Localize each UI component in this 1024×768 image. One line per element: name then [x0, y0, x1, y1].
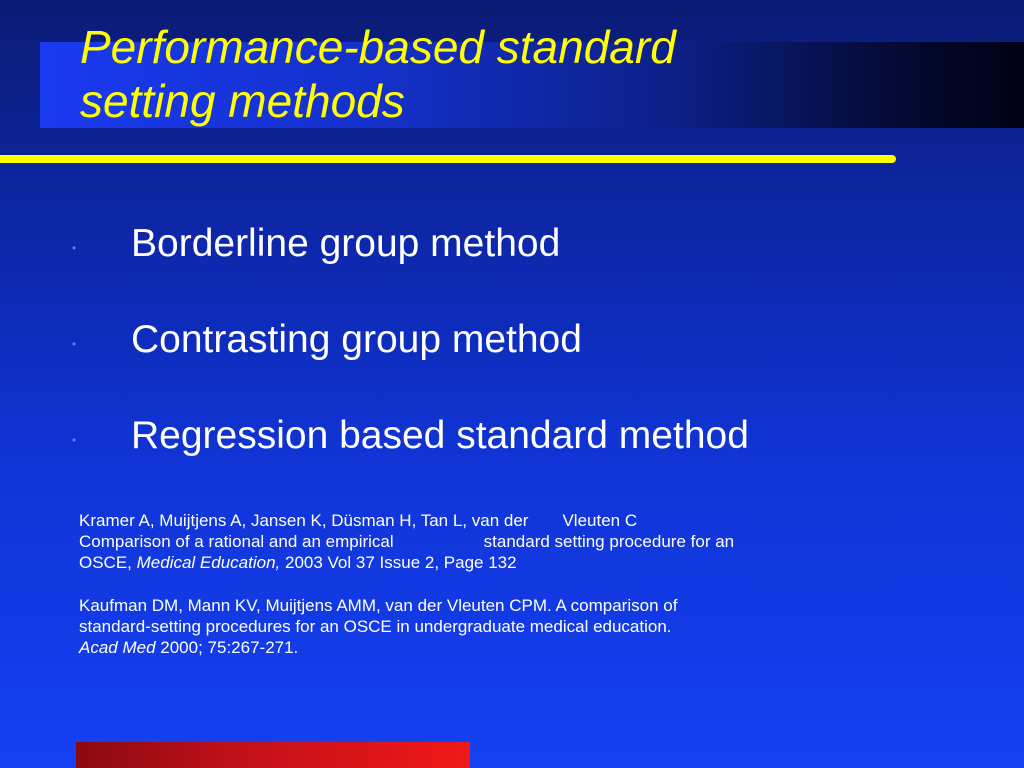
- slide-title: [80, 20, 940, 128]
- reference-line: [79, 552, 979, 573]
- bullet-text: Regression based standard method: [131, 414, 749, 457]
- bullet-dot-icon: •: [72, 337, 77, 351]
- reference-kramer: [79, 510, 979, 573]
- slide-title-line-2: setting methods: [80, 75, 405, 127]
- reference-text: Vleuten C: [562, 511, 638, 530]
- slide-title-line-1: Performance-based standard: [80, 21, 676, 73]
- reference-text: 2003 Vol 37 Issue 2, Page 132: [280, 553, 517, 572]
- bullet-dot-icon: •: [72, 241, 77, 255]
- reference-kaufman: [79, 595, 979, 658]
- bottom-accent-bar: [76, 742, 470, 768]
- reference-line: [79, 510, 979, 531]
- title-underline: [0, 155, 896, 163]
- reference-line: [79, 637, 979, 658]
- bullet-text: Borderline group method: [131, 222, 561, 265]
- bullet-dot-icon: •: [72, 433, 77, 447]
- reference-text: Kramer A, Muijtjens A, Jansen K, Düsman H, Tan L, van der: [79, 511, 529, 530]
- reference-journal: Acad Med: [79, 638, 156, 657]
- reference-line: [79, 531, 979, 552]
- references: [79, 510, 979, 680]
- reference-text: standard setting procedure for an: [483, 532, 735, 551]
- reference-text: OSCE,: [79, 553, 137, 572]
- reference-journal: Medical Education,: [136, 553, 281, 572]
- reference-text: 2000; 75:267-271.: [155, 638, 299, 657]
- reference-line: Kaufman DM, Mann KV, Muijtjens AMM, van der Vleuten CPM. A comparison of: [79, 596, 678, 615]
- bullet-text: Contrasting group method: [131, 318, 582, 361]
- reference-line: standard-setting procedures for an OSCE in undergraduate medical education.: [79, 617, 672, 636]
- reference-text: Comparison of a rational and an empirical: [79, 532, 394, 551]
